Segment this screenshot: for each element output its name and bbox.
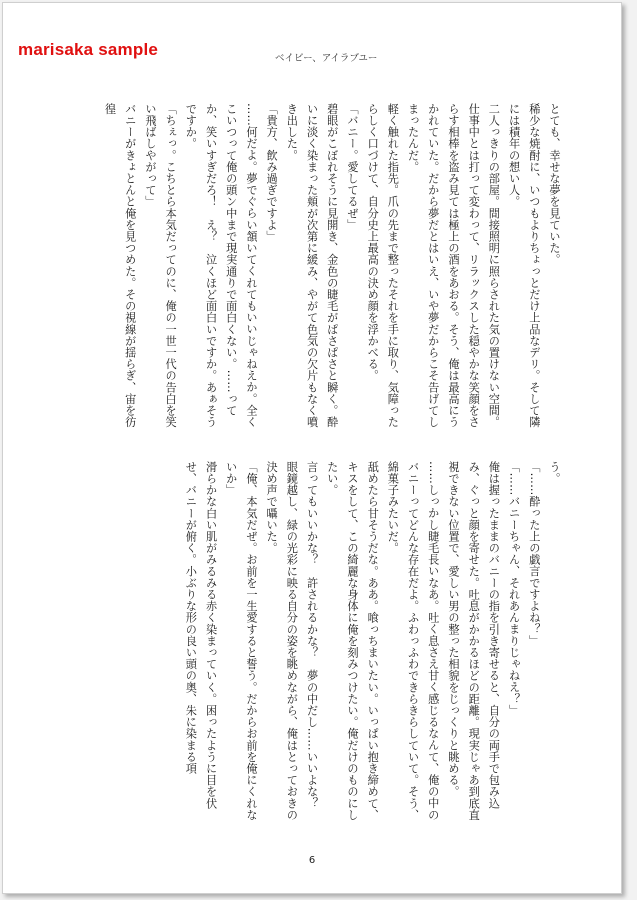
paragraph: 二人っきりの部屋。間接照明に照らされた気の置けない空間。仕事中とは打って変わって、リラックスした穏やかな笑顔をさらす相棒を盗み見ては極上の酒をあおる。そう、俺は最高にうかれていた。だから夢だとはいえ、いや夢だからこそ告げてしまったんだ。 — [406, 103, 501, 428]
paragraph: ……何だよ。夢でぐらい頷いてくれてもいいじゃねえか。全くこいつって俺の頭ン中まで現実通りで面白くない。……ってか、笑いすぎだろ！ え？ 泣くほど面白いですか。あぁそうですか。 — [184, 103, 258, 428]
paragraph: とても、幸せな夢を見ていた。 — [548, 103, 561, 266]
running-title: ベイビー、アイラブユー — [275, 53, 378, 64]
paragraph: 俺は握ったままのバニーの指を引き寄せると、自分の両手で包み込み、ぐっと顔を寄せた。吐息がかかるほどの距離。現実じゃあ到底直視できない位置で、愛しい男の整った相貌をじっくりと眺める。 — [446, 461, 501, 821]
paragraph: 「ちぇっ。こちとら本気だってのに、俺の一世一代の告白を笑い飛ばしやがって」 — [143, 103, 178, 428]
paragraph: 碧眼がこぼれそうに見開き、金色の睫毛がぱさぱさと瞬く。酔いに淡く染まった頬が次第に緩み、やがて色気の欠片もなく噴き出した。 — [285, 103, 339, 428]
paragraph: 「バニー。愛してるぜ」 — [345, 103, 359, 231]
paragraph: 軽く触れた指先。爪の先まで整ったそれを手に取り、気障ったらしく口づけて、自分史上最高の決め顔を浮かべる。 — [366, 103, 400, 428]
paragraph: う。 — [548, 461, 561, 485]
paragraph: 「俺、本気だぜ。お前を一生愛すると誓う。だからお前を俺にくれないか」 — [224, 461, 258, 821]
paragraph: 舐めたら甘そうだな。ああ。喰っちまいたい。いっぱい抱き締めて、キスをして、この綺麗な身体に俺を刻みつけたい。俺だけのものにしたい。 — [325, 461, 380, 821]
brand-watermark: marisaka sample — [18, 40, 159, 59]
paragraph: 「……酔った上の戯言ですよね？」 — [527, 461, 541, 647]
paragraph: 眼鏡越し、緑の光彩に映る自分の姿を眺めながら、俺はとっておきの決め声で囁いた。 — [265, 461, 299, 821]
paragraph: 「……バニーちゃん、それあんまりじゃねえ？」 — [507, 461, 521, 717]
paragraph: 「貴方、飲み過ぎですよ」 — [265, 103, 279, 243]
page-number: 6 — [308, 855, 316, 866]
paragraph: 言ってもいいかな？ 許されるかな？ 夢の中だし……いいよな？ — [305, 461, 319, 809]
manuscript-page — [2, 2, 622, 894]
paragraph: ……しっかし睫毛長いなあ。吐く息さえ甘く感じるなんて、俺の中のバニーってどんな存在だよ。ふわっふわできらきらしていて。そう、綿菓子みたいだ。 — [386, 461, 440, 821]
paragraph: 滑らかな白い肌がみるみる赤く染まっていく。困ったように目を伏せ、バニーが俯く。小ぶりな形の良い頭の奥、朱に染まる項 — [184, 461, 218, 809]
text-block-bottom — [44, 461, 564, 823]
text-block-top — [44, 103, 564, 433]
paragraph: 稀少な焼酎に、いつもよりちょっとだけ上品なデリ。そして隣には積年の想い人。 — [507, 103, 541, 428]
paragraph: バニーがきょとんと俺を見つめた。その視線が揺らぎ、宙を彷徨 — [103, 103, 137, 428]
